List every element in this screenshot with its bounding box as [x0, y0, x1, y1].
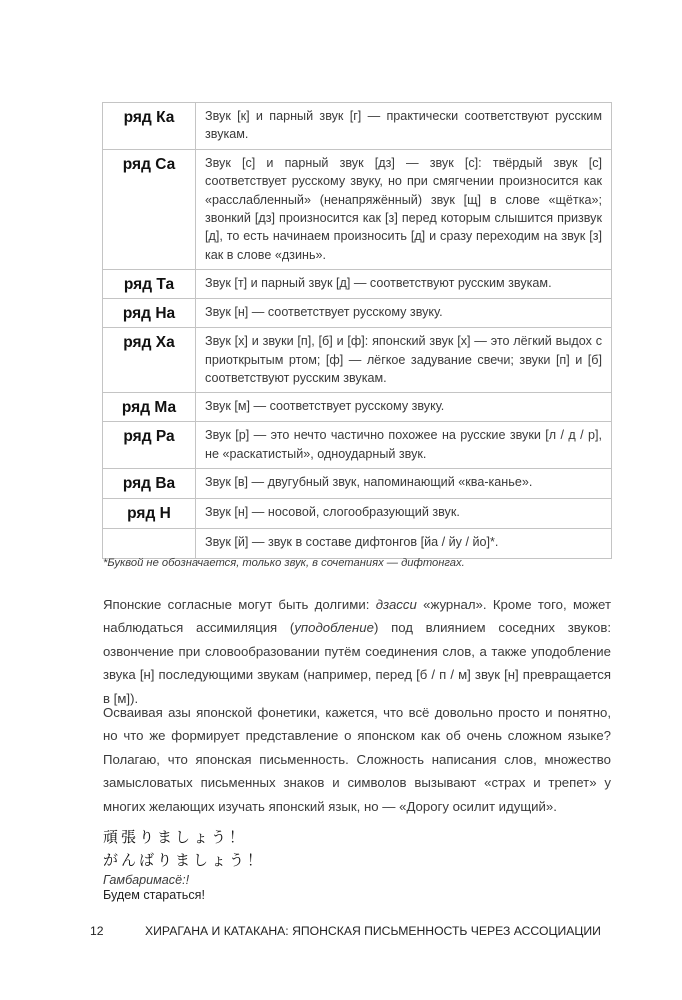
row-label: ряд Та — [103, 270, 196, 299]
paragraph-text: «журнал». Кроме того, может наблюдаться ассимиляция ( — [103, 597, 611, 636]
running-title: ХИРАГАНА И КАТАКАНА: ЯПОНСКАЯ ПИСЬМЕННОСТЬ ЧЕРЕЗ АССОЦИАЦИИ — [145, 924, 601, 938]
row-label: ряд Ва — [103, 469, 196, 499]
paragraph-text: ) под влиянием соседних звуков: озвончение при словообразовании путём соединения слов, а также уподобление звука [н] последующими звукам (например, перед [б / п / м] звук [н] превращается в [м]). — [103, 620, 611, 706]
row-label: ряд Ра — [103, 422, 196, 469]
paragraph-consonants — [103, 593, 611, 710]
row-label: ряд Ка — [103, 103, 196, 150]
page-number: 12 — [90, 924, 104, 938]
phrase-transliteration: Гамбаримасё:! — [103, 873, 190, 887]
table-row — [103, 422, 612, 469]
table-row — [103, 328, 612, 393]
row-label: ряд Са — [103, 149, 196, 269]
row-description: Звук [р] — это нечто частично похожее на русские звуки [л / д / р], не «раскатистый», одноударный звук. — [196, 422, 612, 469]
row-label: ряд Н — [103, 499, 196, 529]
row-label: ряд Ма — [103, 393, 196, 422]
table-row — [103, 393, 612, 422]
row-description: Звук [н] — соответствует русскому звуку. — [196, 299, 612, 328]
row-description: Звук [т] и парный звук [д] — соответствуют русским звукам. — [196, 270, 612, 299]
table-row — [103, 529, 612, 559]
row-description: Звук [с] и парный звук [дз] — звук [с]: твёрдый звук [с] соответствует русскому звуку, но при смягчении произносится как «расслабленный» (ненапряжённый) звук [щ] в слове «щётка»; звонкий [дз] произносится как [з] перед которым слышится призвук [д], то есть начинаем произносить [д] и сразу переходим на звук [з] как в слове «дзинь». — [196, 149, 612, 269]
row-description: Звук [в] — двугубный звук, напоминающий «ква-канье». — [196, 469, 612, 499]
table-row — [103, 299, 612, 328]
row-description: Звук [н] — носовой, слогообразующий звук. — [196, 499, 612, 529]
row-label — [103, 529, 196, 559]
row-label: ряд На — [103, 299, 196, 328]
table-row — [103, 103, 612, 150]
term-italic: уподобление — [294, 620, 374, 636]
table-row — [103, 270, 612, 299]
paragraph-writing: Осваивая азы японской фонетики, кажется, что всё довольно просто и понятно, но что же формирует представление о японском как об очень сложном языке? Полагаю, что японская письменность. Сложность написания слов, множество замысловатых письменных знаков и символов вызывают «страх и трепет» у многих желающих изучать японский язык, но — «Дорогу осилит идущий». — [103, 705, 611, 814]
row-description: Звук [м] — соответствует русскому звуку. — [196, 393, 612, 422]
phonetics-table — [102, 102, 612, 559]
japanese-phrase-kanji: 頑張りましょう！ — [103, 829, 248, 846]
row-description: Звук [х] и звуки [п], [б] и [ф]: японский звук [х] — это лёгкий выдох с приоткрытым ртом; [ф] — лёгкое задувание свечи; звуки [п] и [б] соответствуют русским звукам. — [196, 328, 612, 393]
table-row — [103, 469, 612, 499]
paragraph-text: Японские согласные могут быть долгими: — [103, 597, 376, 612]
row-description: Звук [к] и парный звук [г] — практически соответствуют русским звукам. — [196, 103, 612, 150]
table-row — [103, 499, 612, 529]
table-footnote: *Буквой не обозначается, только звук, в сочетаниях — дифтонгах. — [103, 557, 465, 569]
row-description: Звук [й] — звук в составе дифтонгов [йа / йу / йо]*. — [196, 529, 612, 559]
row-label: ряд Ха — [103, 328, 196, 393]
table-row — [103, 149, 612, 269]
phrase-translation: Будем стараться! — [103, 888, 205, 902]
japanese-phrase-kana: がんばりましょう！ — [103, 852, 266, 869]
example-word: дзасси — [375, 597, 417, 612]
